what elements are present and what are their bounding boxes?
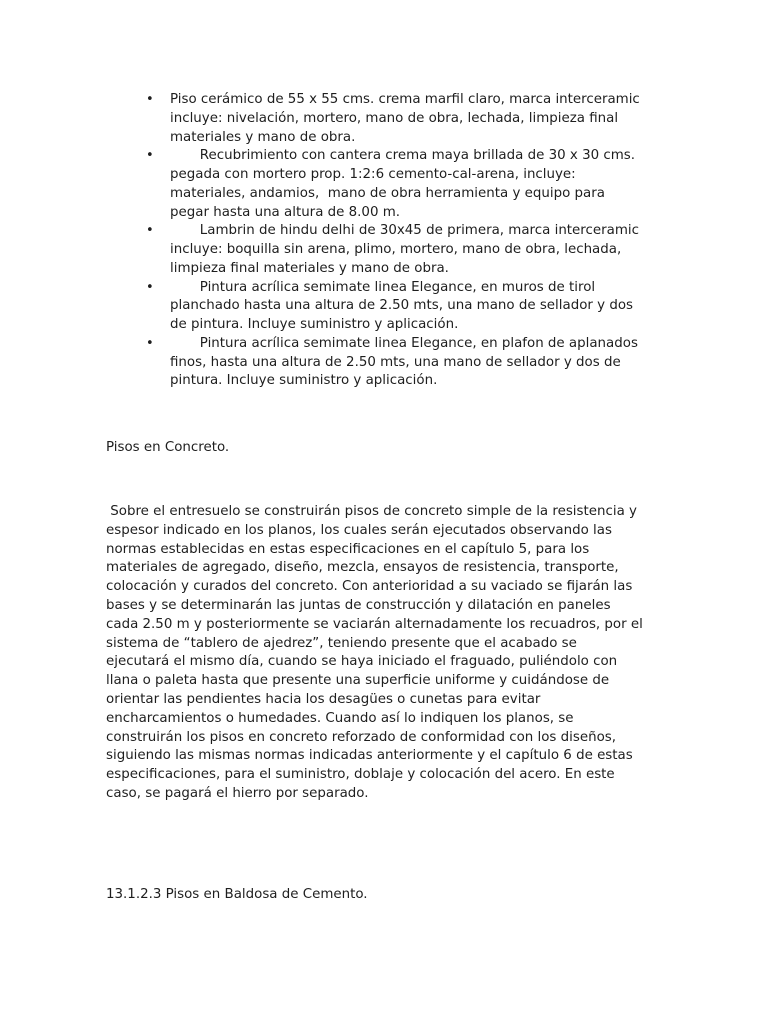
specification-bullet-list: [146, 91, 666, 391]
bullet-icon: •: [146, 279, 154, 295]
list-item: [146, 335, 666, 391]
list-item: [146, 91, 666, 147]
bullet-text: Pintura acrílica semimate linea Elegance, en muros de tirol planchado hasta una altura de 2.50 mts, una mano de sellador y dos de pintura. Incluye suministro y aplicación.: [170, 279, 633, 332]
section-heading-pisos-concreto: Pisos en Concreto.: [106, 440, 230, 455]
body-paragraph-pisos-concreto: Sobre el entresuelo se construirán pisos de concreto simple de la resistencia y espesor indicado en los planos, los cuales serán ejecutados observando las normas establecidas en estas especificaciones en el capítulo 5, para los materiales de agregado, diseño, mezcla, ensayos de resistencia, transporte, colocación y curados del concreto. Con anterioridad a su vaciado se fijarán las bases y se determinarán las juntas de construcción y dilatación en paneles cada 2.50 m y posteriormente se vaciarán alternadamente los recuadros, por el sistema de “tablero de ajedrez”, teniendo presente que el acabado se ejecutará el mismo día, cuando se haya iniciado el fraguado, puliéndolo con llana o paleta hasta que presente una superficie uniforme y cuidándose de orientar las pendientes hacia los desagües o cunetas para evitar encharcamientos o humedades. Cuando así lo indiquen los planos, se construirán los pisos en concreto reforzado de conformidad con los diseños, siguiendo las mismas normas indicadas anteriormente y el capítulo 6 de estas especificaciones, para el suministro, doblaje y colocación del acero. En este caso, se pagará el hierro por separado.: [106, 504, 643, 801]
bullet-icon: •: [146, 223, 154, 239]
list-item: [146, 147, 666, 222]
bullet-icon: •: [146, 148, 154, 164]
bullet-text: Lambrin de hindu delhi de 30x45 de primera, marca interceramic incluye: boquilla sin arena, plimo, mortero, mano de obra, lechada, limpieza final materiales y mano de obra.: [170, 223, 639, 276]
bullet-icon: •: [146, 335, 154, 351]
bullet-text: Pintura acrílica semimate linea Elegance, en plafon de aplanados finos, hasta una altura de 2.50 mts, una mano de sellador y dos de pintura. Incluye suministro y aplicación.: [170, 335, 638, 389]
list-item: [146, 279, 666, 335]
bullet-text: Piso cerámico de 55 x 55 cms. crema marfil claro, marca interceramic incluye: nivelación, mortero, mano de obra, lechada, limpieza final materiales y mano de obra.: [170, 92, 640, 145]
bullet-text: Recubrimiento con cantera crema maya brillada de 30 x 30 cms. pegada con mortero prop. 1:2:6 cemento-cal-arena, incluye: materiales, andamios, mano de obra herramienta y equipo para pegar hasta una altura de 8.00 m.: [170, 148, 636, 220]
bullet-icon: •: [146, 92, 154, 107]
section-heading-pisos-baldosa: 13.1.2.3 Pisos en Baldosa de Cemento.: [106, 887, 368, 902]
list-item: [146, 222, 666, 278]
